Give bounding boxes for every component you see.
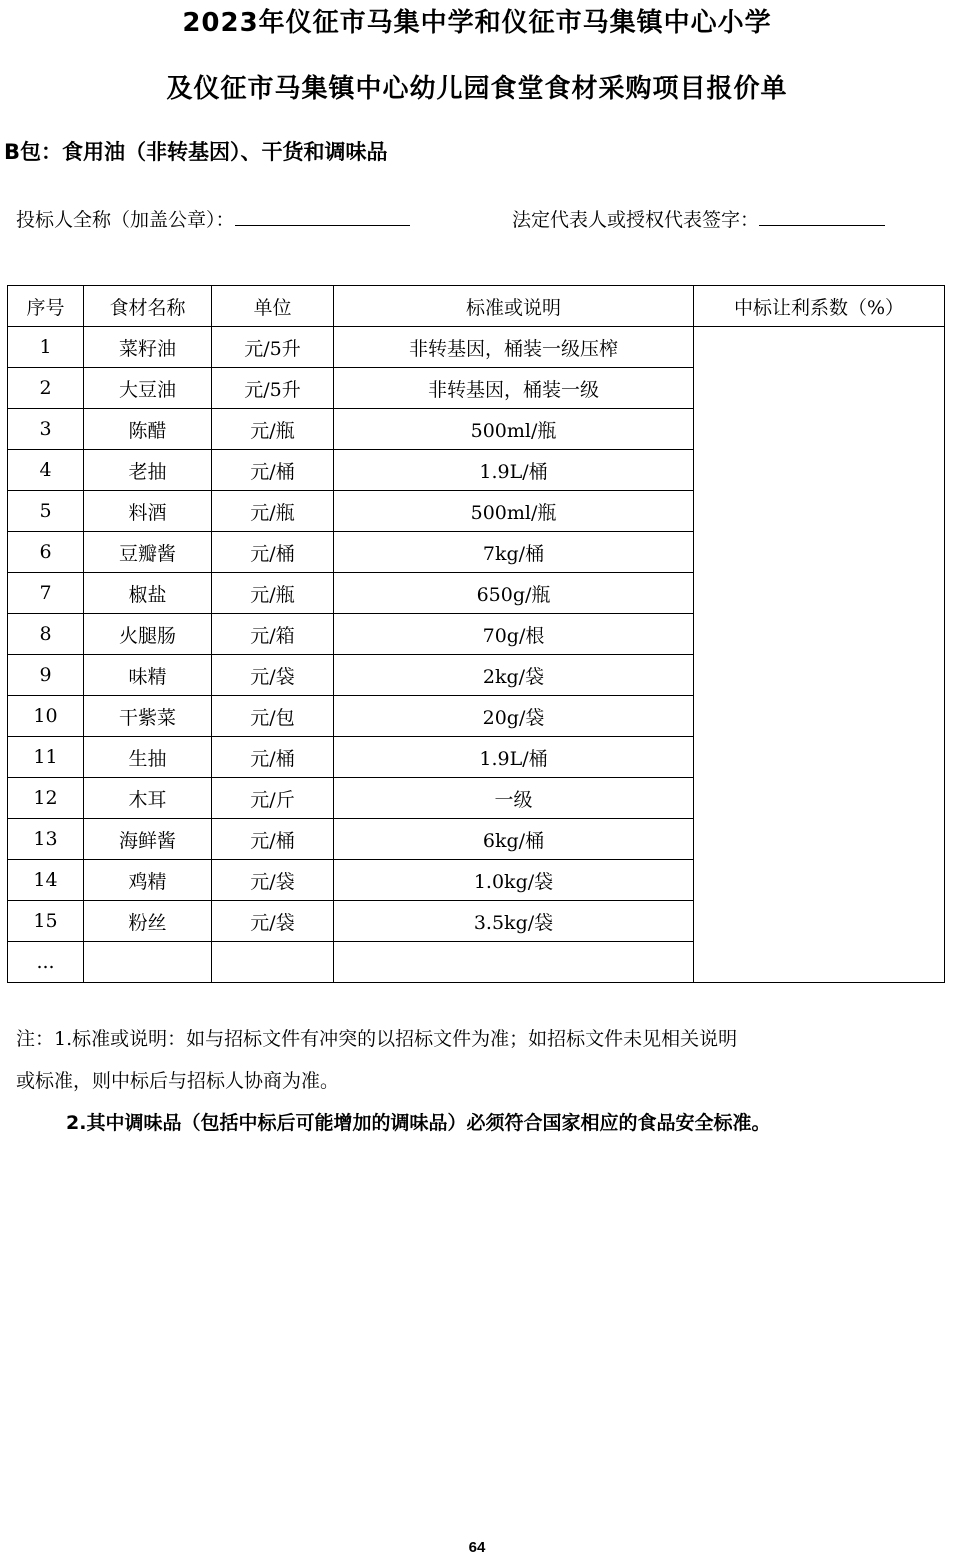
spec-cell: 非转基因，桶装一级压榨	[334, 327, 694, 368]
spec-cell: 650g/瓶	[334, 573, 694, 614]
ingredient-name-cell: 大豆油	[84, 368, 212, 409]
spec-cell: 1.9L/桶	[334, 450, 694, 491]
ingredient-name-cell: 老抽	[84, 450, 212, 491]
table-header-row	[8, 286, 945, 327]
spec-cell	[334, 942, 694, 983]
section-heading: B包：食用油（非转基因）、干货和调味品	[4, 140, 388, 164]
bidder-name-field	[16, 205, 410, 232]
unit-cell: 元/瓶	[212, 409, 334, 450]
header-unit: 单位	[212, 286, 334, 327]
ingredient-name-cell: 味精	[84, 655, 212, 696]
spec-cell: 500ml/瓶	[334, 409, 694, 450]
bidder-blank-line	[235, 205, 410, 226]
ingredient-name-cell: 粉丝	[84, 901, 212, 942]
spec-cell: 一级	[334, 778, 694, 819]
page-number: 64	[468, 1539, 486, 1556]
ingredient-name-cell: 菜籽油	[84, 327, 212, 368]
row-number-cell: 11	[8, 737, 84, 778]
ingredient-name-cell: 陈醋	[84, 409, 212, 450]
table-row	[8, 327, 945, 368]
row-number-cell: 6	[8, 532, 84, 573]
spec-cell: 7kg/桶	[334, 532, 694, 573]
spec-cell: 非转基因，桶装一级	[334, 368, 694, 409]
ingredient-name-cell: 海鲜酱	[84, 819, 212, 860]
spec-cell: 20g/袋	[334, 696, 694, 737]
unit-cell: 元/桶	[212, 819, 334, 860]
ingredient-name-cell: 火腿肠	[84, 614, 212, 655]
unit-cell: 元/袋	[212, 860, 334, 901]
bidder-label: 投标人全称（加盖公章）：	[16, 209, 235, 231]
spec-cell: 1.9L/桶	[334, 737, 694, 778]
quotation-table	[7, 285, 945, 983]
spec-cell: 2kg/袋	[334, 655, 694, 696]
unit-cell: 元/袋	[212, 901, 334, 942]
row-number-cell: 10	[8, 696, 84, 737]
ingredient-name-cell: 生抽	[84, 737, 212, 778]
spec-cell: 6kg/桶	[334, 819, 694, 860]
row-number-cell: 8	[8, 614, 84, 655]
document-title-line2: 及仪征市马集镇中心幼儿园食堂食材采购项目报价单	[166, 74, 788, 104]
row-number-cell: 12	[8, 778, 84, 819]
unit-cell: 元/箱	[212, 614, 334, 655]
row-number-cell: ...	[8, 942, 84, 983]
unit-cell: 元/5升	[212, 327, 334, 368]
ingredient-name-cell: 豆瓣酱	[84, 532, 212, 573]
unit-cell: 元/5升	[212, 368, 334, 409]
unit-cell	[212, 942, 334, 983]
row-number-cell: 7	[8, 573, 84, 614]
row-number-cell: 3	[8, 409, 84, 450]
unit-cell: 元/桶	[212, 532, 334, 573]
unit-cell: 元/包	[212, 696, 334, 737]
ingredient-name-cell: 椒盐	[84, 573, 212, 614]
header-no: 序号	[8, 286, 84, 327]
document-title-line1: 2023年仪征市马集中学和仪征市马集镇中心小学	[182, 8, 772, 38]
unit-cell: 元/瓶	[212, 573, 334, 614]
row-number-cell: 13	[8, 819, 84, 860]
unit-cell: 元/斤	[212, 778, 334, 819]
header-coefficient: 中标让利系数（%）	[694, 286, 945, 327]
row-number-cell: 15	[8, 901, 84, 942]
ingredient-name-cell: 料酒	[84, 491, 212, 532]
note-1-line2: 或标准，则中标后与招标人协商为准。	[16, 1070, 340, 1092]
note-1-line1: 注：1.标准或说明：如与招标文件有冲突的以招标文件为准；如招标文件未见相关说明	[16, 1028, 738, 1050]
ingredient-name-cell: 鸡精	[84, 860, 212, 901]
row-number-cell: 1	[8, 327, 84, 368]
header-spec: 标准或说明	[334, 286, 694, 327]
signature-blank-line	[759, 205, 885, 226]
unit-cell: 元/瓶	[212, 491, 334, 532]
row-number-cell: 14	[8, 860, 84, 901]
unit-cell: 元/袋	[212, 655, 334, 696]
note-2: 2.其中调味品（包括中标后可能增加的调味品）必须符合国家相应的食品安全标准。	[66, 1112, 771, 1134]
row-number-cell: 4	[8, 450, 84, 491]
row-number-cell: 5	[8, 491, 84, 532]
spec-cell: 70g/根	[334, 614, 694, 655]
signature-field	[512, 205, 885, 232]
spec-cell: 3.5kg/袋	[334, 901, 694, 942]
header-name: 食材名称	[84, 286, 212, 327]
row-number-cell: 9	[8, 655, 84, 696]
unit-cell: 元/桶	[212, 737, 334, 778]
spec-cell: 500ml/瓶	[334, 491, 694, 532]
signature-label: 法定代表人或授权代表签字：	[512, 209, 760, 231]
unit-cell: 元/桶	[212, 450, 334, 491]
ingredient-name-cell: 木耳	[84, 778, 212, 819]
row-number-cell: 2	[8, 368, 84, 409]
ingredient-name-cell: 干紫菜	[84, 696, 212, 737]
spec-cell: 1.0kg/袋	[334, 860, 694, 901]
ingredient-name-cell	[84, 942, 212, 983]
coefficient-input-cell[interactable]	[694, 327, 945, 983]
